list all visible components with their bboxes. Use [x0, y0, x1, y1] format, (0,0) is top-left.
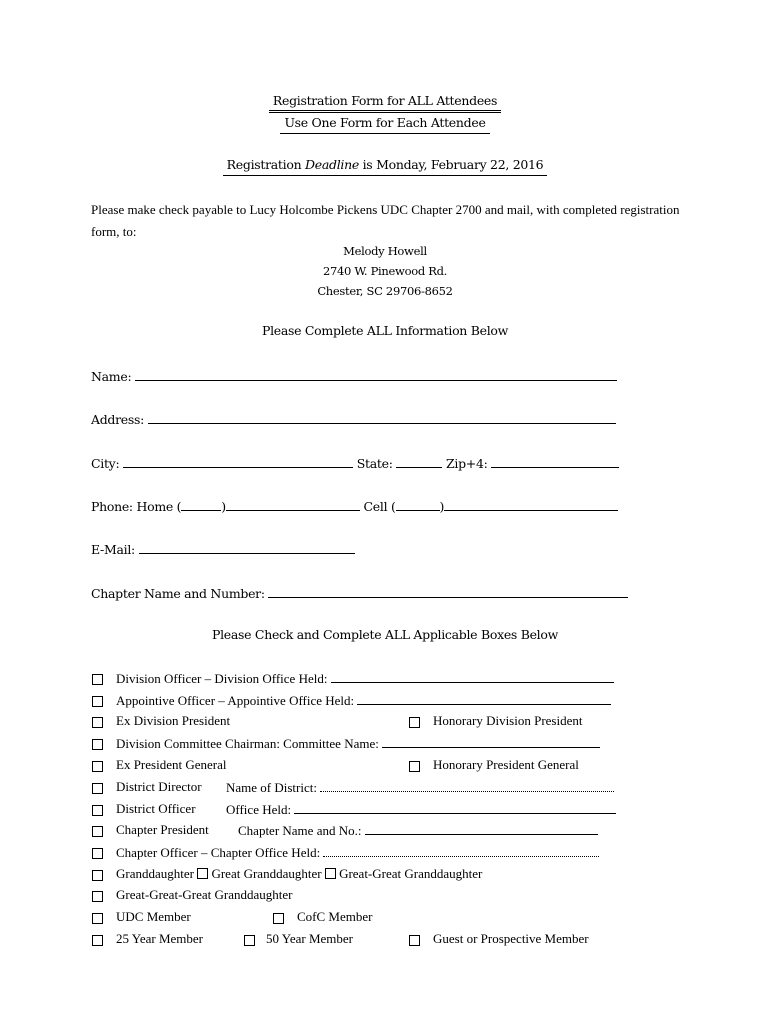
district-director-checkbox[interactable]	[92, 783, 103, 794]
city-state-zip-row	[91, 454, 619, 471]
year50-member-label: 50 Year Member	[266, 931, 354, 946]
home-phone-line[interactable]	[226, 497, 360, 511]
division-officer-checkbox[interactable]	[92, 674, 103, 685]
chapter-president-label: Chapter President	[116, 822, 209, 837]
year50-member-checkbox[interactable]	[244, 935, 255, 946]
honorary-president-general-label: Honorary President General	[433, 757, 579, 772]
chapter-name-no-line[interactable]	[365, 822, 598, 835]
great-great-great-granddaughter-checkbox[interactable]	[92, 891, 103, 902]
granddaughter-row-checkbox[interactable]	[92, 870, 103, 881]
ex-president-general-label: Ex President General	[116, 757, 227, 772]
district-officer-checkbox[interactable]	[92, 805, 103, 816]
great-great-great-granddaughter-label: Great-Great-Great Granddaughter	[116, 887, 293, 902]
udc-member-label: UDC Member	[116, 909, 191, 924]
great-granddaughter-checkbox[interactable]	[197, 868, 208, 879]
name-input-line[interactable]	[135, 367, 617, 381]
honorary-division-president-checkbox[interactable]	[409, 717, 420, 728]
udc-member-checkbox[interactable]	[92, 913, 103, 924]
mail-city-line: Chester, SC 29706-8652	[317, 284, 453, 298]
granddaughter-row	[116, 866, 482, 882]
chapter-row	[91, 584, 628, 601]
address-label: Address:	[91, 412, 145, 427]
chapter-name-no-row	[238, 822, 598, 839]
granddaughter-label: Granddaughter	[116, 866, 194, 881]
city-label: City:	[91, 456, 120, 471]
appointive-officer-checkbox[interactable]	[92, 696, 103, 707]
deadline-word: Deadline	[305, 157, 359, 172]
zip-label: Zip+4:	[445, 456, 488, 471]
division-committee-label: Division Committee Chairman: Committee Name:	[116, 736, 379, 751]
division-office-held-line[interactable]	[331, 670, 614, 683]
office-held-row	[226, 801, 616, 818]
cell-area-code-line[interactable]	[396, 497, 440, 511]
appointive-office-held-line[interactable]	[357, 692, 611, 705]
great-great-granddaughter-label: Great-Great Granddaughter	[339, 866, 483, 881]
state-input-line[interactable]	[396, 454, 442, 468]
name-row	[91, 367, 617, 384]
section-info-heading: Please Complete ALL Information Below	[261, 323, 509, 338]
name-of-district-label: Name of District:	[226, 780, 317, 795]
phone-row	[91, 497, 618, 514]
mail-recipient-name: Melody Howell	[343, 244, 427, 258]
division-committee-row	[116, 735, 600, 752]
form-title-text: Registration Form for ALL Attendees	[269, 93, 501, 113]
honorary-president-general-checkbox[interactable]	[409, 761, 420, 772]
chapter-name-no-label: Chapter Name and No.:	[238, 823, 362, 838]
state-label: State:	[356, 456, 393, 471]
form-subtitle	[0, 115, 770, 134]
address-input-line[interactable]	[148, 410, 616, 424]
name-of-district-row	[226, 779, 614, 796]
chapter-officer-checkbox[interactable]	[92, 848, 103, 859]
appointive-officer-label: Appointive Officer – Appointive Office Held:	[116, 693, 355, 708]
email-row	[91, 540, 355, 557]
ex-president-general-checkbox[interactable]	[92, 761, 103, 772]
payment-instructions: Please make check payable to Lucy Holcombe Pickens UDC Chapter 2700 and mail, with completed registration form, to:	[91, 202, 680, 239]
form-title	[0, 93, 770, 113]
zip-input-line[interactable]	[491, 454, 619, 468]
appointive-officer-row	[116, 692, 611, 709]
office-held-line[interactable]	[294, 801, 616, 814]
year25-member-checkbox[interactable]	[92, 935, 103, 946]
deadline-line	[0, 157, 770, 176]
cofc-member-label: CofC Member	[297, 909, 373, 924]
guest-prospective-checkbox[interactable]	[409, 935, 420, 946]
district-name-line[interactable]	[320, 779, 614, 792]
email-label: E-Mail:	[91, 542, 135, 557]
cell-phone-line[interactable]	[444, 497, 618, 511]
district-director-label: District Director	[116, 779, 202, 794]
chapter-office-held-line[interactable]	[323, 844, 599, 857]
honorary-division-president-label: Honorary Division President	[433, 713, 583, 728]
deadline-text	[223, 157, 548, 176]
phone-home-label: Phone: Home (	[91, 499, 182, 514]
address-row	[91, 410, 616, 427]
committee-name-line[interactable]	[382, 735, 600, 748]
guest-prospective-label: Guest or Prospective Member	[433, 931, 589, 946]
ex-division-president-checkbox[interactable]	[92, 717, 103, 728]
division-committee-checkbox[interactable]	[92, 739, 103, 750]
name-label: Name:	[91, 369, 132, 384]
section-checklist-heading: Please Check and Complete ALL Applicable Boxes Below	[211, 627, 559, 642]
division-officer-label: Division Officer – Division Office Held:	[116, 671, 328, 686]
year25-member-label: 25 Year Member	[116, 931, 204, 946]
cell-paren-close: )	[439, 499, 445, 514]
district-officer-label: District Officer	[116, 801, 196, 816]
form-subtitle-text: Use One Form for Each Attendee	[280, 115, 489, 134]
city-input-line[interactable]	[123, 454, 353, 468]
ex-division-president-label: Ex Division President	[116, 713, 231, 728]
great-granddaughter-label: Great Granddaughter	[211, 866, 322, 881]
chapter-officer-row	[116, 844, 599, 861]
home-paren-close: )	[221, 499, 226, 514]
chapter-label: Chapter Name and Number:	[91, 586, 265, 601]
great-great-granddaughter-checkbox[interactable]	[325, 868, 336, 879]
deadline-prefix: Registration	[226, 157, 306, 172]
chapter-officer-label: Chapter Officer – Chapter Office Held:	[116, 845, 321, 860]
chapter-input-line[interactable]	[268, 584, 628, 598]
mail-street: 2740 W. Pinewood Rd.	[322, 264, 448, 278]
office-held-label: Office Held:	[226, 802, 292, 817]
division-officer-row	[116, 670, 614, 687]
home-area-code-line[interactable]	[181, 497, 221, 511]
email-input-line[interactable]	[139, 540, 355, 554]
deadline-suffix: is Monday, February 22, 2016	[358, 157, 544, 172]
chapter-president-checkbox[interactable]	[92, 826, 103, 837]
cofc-member-checkbox[interactable]	[273, 913, 284, 924]
cell-label: Cell (	[363, 499, 396, 514]
